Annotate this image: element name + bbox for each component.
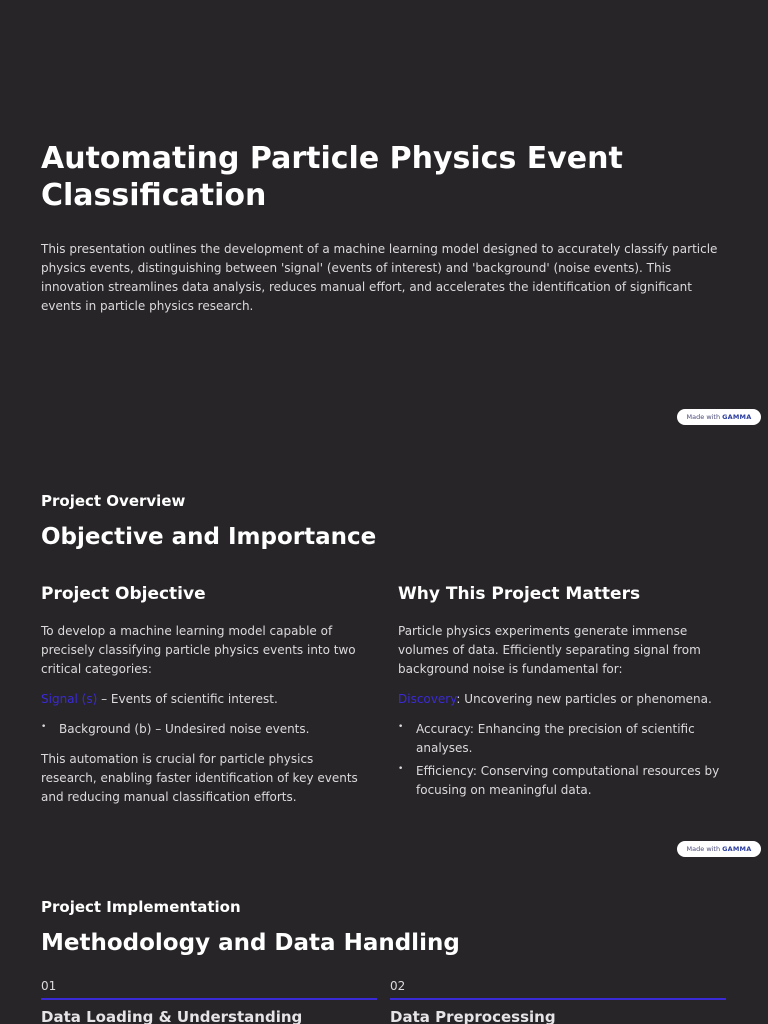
step-label: Data Preprocessing <box>390 1008 556 1024</box>
gamma-logo: GAMMA <box>722 845 752 853</box>
objective-heading: Project Objective <box>41 584 206 604</box>
importance-heading: Why This Project Matters <box>398 584 641 604</box>
list-item: • Background (b) – Undesired noise events. <box>41 720 371 739</box>
made-with-gamma-badge[interactable] <box>677 409 761 425</box>
step-card <box>390 978 726 1024</box>
step-card <box>41 978 377 1024</box>
objective-closing: This automation is crucial for particle physics research, enabling faster identification of key events and reducing manual classification efforts. <box>41 752 358 804</box>
implementation-title: Methodology and Data Handling <box>41 930 460 956</box>
overview-kicker: Project Overview <box>41 492 186 510</box>
list-item: • Accuracy: Enhancing the precision of scientific analyses. <box>398 720 728 758</box>
step-divider <box>390 998 726 1000</box>
signal-description: – Events of scientific interest. <box>97 692 278 706</box>
signal-line <box>41 690 371 709</box>
step-number: 01 <box>41 979 57 993</box>
importance-column <box>398 583 728 811</box>
step-label: Data Loading & Understanding <box>41 1008 303 1024</box>
gamma-logo: GAMMA <box>722 413 752 421</box>
discovery-term: Discovery <box>398 692 457 706</box>
implementation-kicker: Project Implementation <box>41 898 241 916</box>
discovery-description: : Uncovering new particles or phenomena. <box>456 692 712 706</box>
list-item: • Efficiency: Conserving computational resources by focusing on meaningful data. <box>398 762 728 800</box>
step-divider <box>41 998 377 1000</box>
importance-bullets <box>398 720 728 800</box>
signal-term: Signal (s) <box>41 692 98 706</box>
badge-prefix: Made with <box>686 413 721 421</box>
objective-bullets <box>41 720 371 739</box>
objective-intro: To develop a machine learning model capable of precisely classifying particle physics events into two critical categories: <box>41 624 356 676</box>
hero-title: Automating Particle Physics Event Classification <box>41 141 623 213</box>
importance-intro: Particle physics experiments generate immense volumes of data. Efficiently separating signal from background noise is fundamental for: <box>398 624 701 676</box>
step-number: 02 <box>390 979 406 993</box>
made-with-gamma-badge[interactable] <box>677 841 761 857</box>
badge-prefix: Made with <box>686 845 721 853</box>
objective-column <box>41 583 371 818</box>
hero-description: This presentation outlines the development of a machine learning model designed to accurately classify particle physics events, distinguishing between 'signal' (events of interest) and 'background' (noise events). This innovation streamlines data analysis, reduces manual effort, and accelerates the identification of significant events in particle physics research. <box>41 242 718 313</box>
overview-title: Objective and Importance <box>41 524 377 550</box>
discovery-line <box>398 690 728 709</box>
